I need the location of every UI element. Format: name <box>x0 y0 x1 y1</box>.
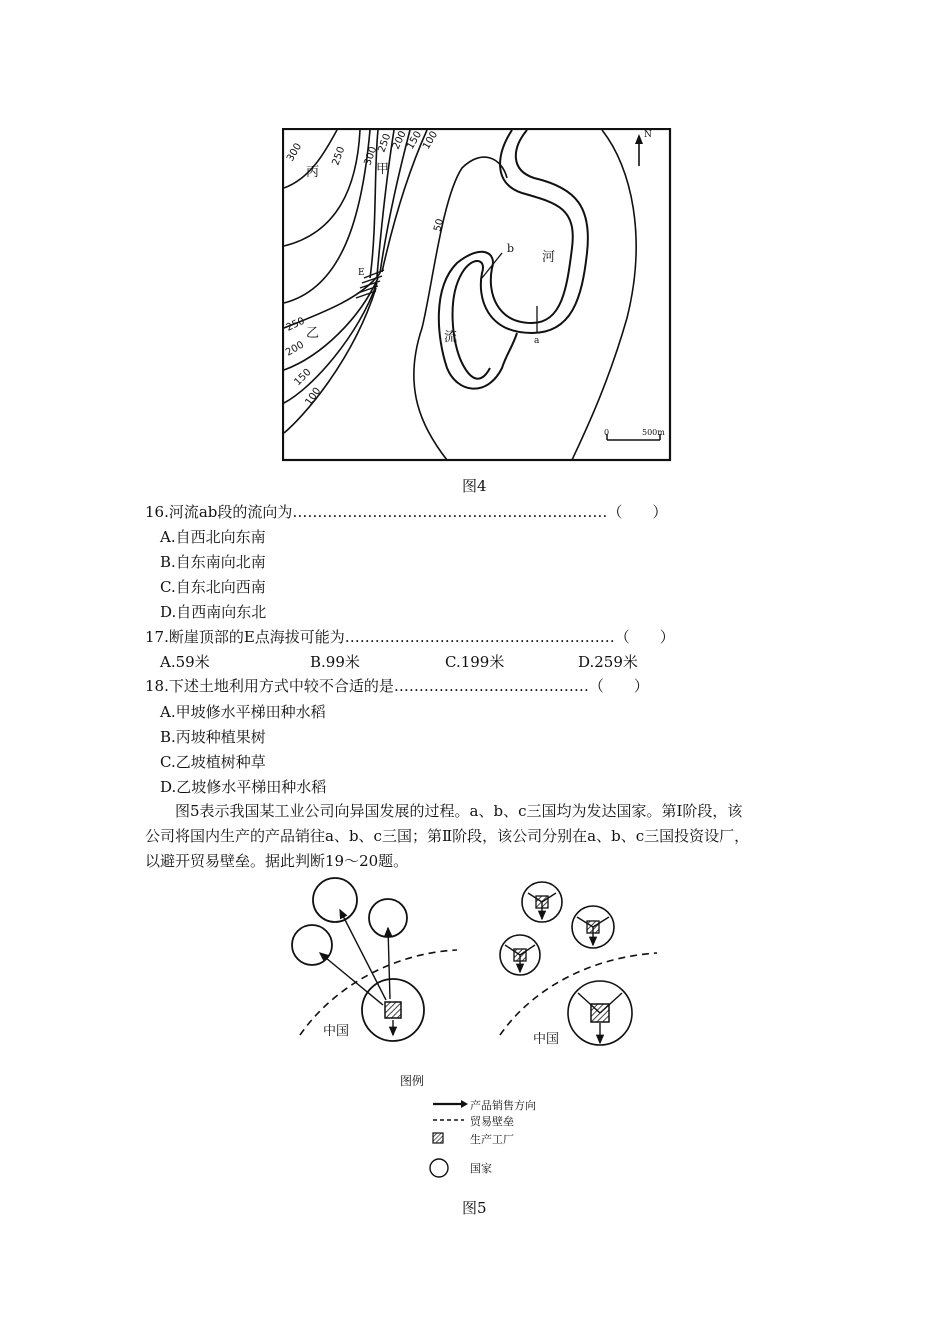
scale-length: 500m <box>642 428 665 437</box>
contour-map-svg <box>282 128 672 463</box>
legend <box>428 1095 588 1185</box>
contour-label: 150 <box>405 129 425 152</box>
contour-label: 250 <box>330 145 348 168</box>
sales-arrow <box>340 910 386 1000</box>
label-a: a <box>534 336 540 346</box>
legend-symbols <box>428 1095 468 1185</box>
legend-barrier-label: 贸易壁垒 <box>470 1115 514 1128</box>
contour-line-50-east <box>572 130 636 460</box>
contour-label: 150 <box>292 366 314 389</box>
label-china-stage-2: 中国 <box>533 1032 560 1047</box>
question-16-option-c: C.自东北向西南 <box>160 578 266 596</box>
question-16-stem: 16.河流ab段的流向为………………………………………………………（ ） <box>145 503 668 521</box>
question-17-option-a: A.59米 <box>160 653 210 671</box>
paragraph-line-3: 以避开贸易壁垒。据此判断19～20题。 <box>145 852 409 870</box>
country-circle <box>292 925 332 965</box>
contour-label: 300 <box>285 141 305 164</box>
question-18-option-b: B.丙坡种植果树 <box>160 728 266 746</box>
scale-zero: 0 <box>604 428 610 437</box>
question-17-option-d: D.259米 <box>578 653 638 671</box>
legend-country-icon <box>430 1159 448 1177</box>
contour-label: 300 <box>362 145 380 168</box>
contour-label: 250 <box>284 315 307 334</box>
question-17-option-c: C.199米 <box>445 653 505 671</box>
figure-5-svg <box>285 875 670 1075</box>
question-18-stem: 18.下述土地利用方式中较不合适的是…………………………………（ ） <box>145 677 649 695</box>
figure-4-caption: 图4 <box>462 477 487 495</box>
label-china-stage-1: 中国 <box>323 1024 350 1039</box>
question-18-option-a: A.甲坡修水平梯田种水稻 <box>160 703 326 721</box>
label-yi: 乙 <box>306 326 320 341</box>
contour-label: 100 <box>303 385 324 408</box>
figure-5-diagram <box>285 875 670 1075</box>
contour-label: 100 <box>421 129 441 152</box>
paragraph-line-1: 图5表示我国某工业公司向异国发展的过程。a、b、c三国均为发达国家。第Ⅰ阶段，该 <box>175 802 743 820</box>
legend-sales-label: 产品销售方向 <box>470 1099 536 1112</box>
question-17-stem: 17.断崖顶部的E点海拔可能为………………………………………………（ ） <box>145 628 675 646</box>
contour-label: 250 <box>376 132 394 155</box>
factory-icon <box>514 949 526 961</box>
figure-5-caption: 图5 <box>462 1199 487 1217</box>
contour-label: 50 <box>432 217 447 233</box>
label-e: E <box>358 268 365 278</box>
legend-country-label: 国家 <box>470 1162 492 1175</box>
question-16-option-a: A.自西北向东南 <box>160 528 266 546</box>
factory-icon <box>591 1004 609 1022</box>
label-jia: 甲 <box>376 162 390 177</box>
country-circle <box>313 878 357 922</box>
question-17-option-b: B.99米 <box>310 653 360 671</box>
label-liu: 流 <box>444 330 458 345</box>
legend-factory-label: 生产工厂 <box>470 1133 514 1146</box>
label-north: N <box>644 130 652 140</box>
legend-title: 图例 <box>400 1074 425 1088</box>
contour-line-50 <box>414 157 507 460</box>
figure-5-description <box>145 799 815 874</box>
question-18-option-d: D.乙坡修水平梯田种水稻 <box>160 778 327 796</box>
label-he: 河 <box>542 250 556 265</box>
sales-arrow <box>320 953 383 1005</box>
label-bing: 丙 <box>306 165 320 180</box>
contour-label: 200 <box>284 339 307 359</box>
factory-icon <box>536 896 548 908</box>
factory-icon <box>385 1002 401 1018</box>
contour-line <box>284 288 376 433</box>
figure-4-map <box>282 128 672 463</box>
legend-factory-icon <box>433 1133 443 1143</box>
contour-label: 200 <box>390 129 409 152</box>
question-16-option-b: B.自东南向北南 <box>160 553 266 571</box>
factory-icon <box>587 921 599 933</box>
question-18-option-c: C.乙坡植树种草 <box>160 753 266 771</box>
label-b: b <box>507 242 515 255</box>
sales-arrow <box>388 928 390 999</box>
question-16-option-d: D.自西南向东北 <box>160 603 267 621</box>
paragraph-line-2: 公司将国内生产的产品销往a、b、c三国；第Ⅱ阶段，该公司分别在a、b、c三国投资设厂， <box>145 827 750 845</box>
